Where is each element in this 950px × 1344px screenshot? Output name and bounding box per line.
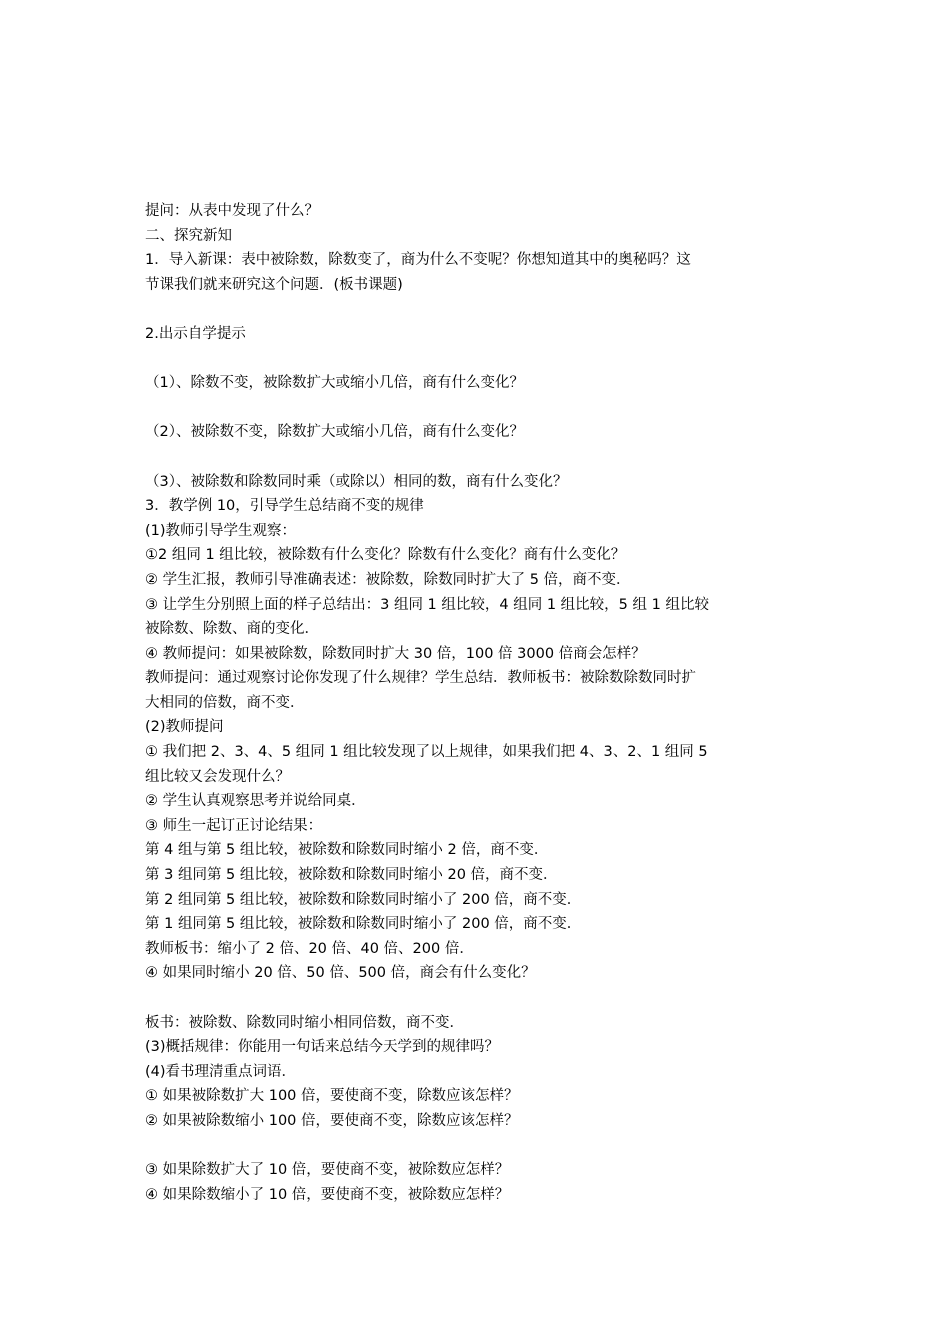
text-line: ④ 教师提问：如果被除数，除数同时扩大 30 倍，100 倍 3000 倍商会怎样？ — [145, 645, 646, 662]
text-line: ② 学生认真观察思考并说给同桌． — [145, 793, 366, 810]
text-line: ③ 让学生分别照上面的样子总结出：3 组同 1 组比较，4 组同 1 组比较，5 组 1 组比较 — [145, 596, 709, 613]
text-line: 1．导入新课：表中被除数，除数变了，商为什么不变呢？你想知道其中的奥秘吗？这 — [145, 252, 691, 269]
blank-line — [145, 396, 795, 421]
text-line: 二、探究新知 — [145, 227, 232, 244]
text-line: (4)看书理清重点词语． — [145, 1063, 297, 1080]
text-line: ② 学生汇报，教师引导准确表述：被除数，除数同时扩大了 5 倍，商不变． — [145, 571, 631, 588]
text-line: (3)概括规律：你能用一句话来总结今天学到的规律吗？ — [145, 1039, 500, 1056]
blank-line — [145, 445, 795, 470]
text-line: 第 4 组与第 5 组比较，被除数和除数同时缩小 2 倍，商不变． — [145, 842, 549, 859]
document-body — [145, 199, 795, 1207]
blank-line — [145, 297, 795, 322]
text-line: ③ 师生一起订正讨论结果： — [145, 817, 323, 834]
text-line: ① 我们把 2、3、4、5 组同 1 组比较发现了以上规律，如果我们把 4、3、2、1 组同 5 — [145, 744, 708, 761]
blank-line — [145, 986, 795, 1011]
text-line: （3）、被除数和除数同时乘（或除以）相同的数，商有什么变化？ — [145, 473, 568, 490]
text-line: 组比较又会发现什么？ — [145, 768, 290, 785]
text-line: ①2 组同 1 组比较，被除数有什么变化？除数有什么变化？商有什么变化？ — [145, 547, 626, 564]
text-line: 提问：从表中发现了什么？ — [145, 203, 319, 219]
blank-line — [145, 1134, 795, 1159]
text-line: （1）、除数不变，被除数扩大或缩小几倍，商有什么变化？ — [145, 375, 524, 392]
text-line: 节课我们就来研究这个问题．(板书课题) — [145, 276, 403, 293]
text-line: 被除数、除数、商的变化． — [145, 621, 319, 638]
text-line: ① 如果被除数扩大 100 倍，要使商不变，除数应该怎样？ — [145, 1088, 519, 1105]
blank-line — [145, 347, 795, 372]
text-line: （2）、被除数不变，除数扩大或缩小几倍，商有什么变化？ — [145, 424, 524, 441]
text-line: ④ 如果同时缩小 20 倍、50 倍、500 倍，商会有什么变化？ — [145, 965, 536, 982]
text-line: 第 3 组同第 5 组比较，被除数和除数同时缩小 20 倍，商不变． — [145, 867, 558, 884]
text-line: 教师板书：缩小了 2 倍、20 倍、40 倍、200 倍． — [145, 940, 474, 957]
text-line: 大相同的倍数，商不变． — [145, 694, 305, 711]
text-line: (2)教师提问 — [145, 719, 224, 736]
text-line: 教师提问：通过观察讨论你发现了什么规律？学生总结．教师板书：被除数除数同时扩 — [145, 670, 696, 687]
text-line: (1)教师引导学生观察： — [145, 522, 297, 539]
text-line: ③ 如果除数扩大了 10 倍，要使商不变，被除数应怎样？ — [145, 1162, 510, 1179]
text-line: ④ 如果除数缩小了 10 倍，要使商不变，被除数应怎样？ — [145, 1186, 510, 1203]
text-line: 第 1 组同第 5 组比较，被除数和除数同时缩小了 200 倍，商不变． — [145, 916, 582, 933]
text-line: 板书：被除数、除数同时缩小相同倍数，商不变． — [145, 1014, 464, 1031]
text-line: 3．教学例 10，引导学生总结商不变的规律 — [145, 498, 424, 515]
text-line: 第 2 组同第 5 组比较，被除数和除数同时缩小了 200 倍，商不变． — [145, 891, 582, 908]
text-line: 2.出示自学提示 — [145, 325, 246, 342]
text-line: ② 如果被除数缩小 100 倍，要使商不变，除数应该怎样？ — [145, 1112, 519, 1129]
